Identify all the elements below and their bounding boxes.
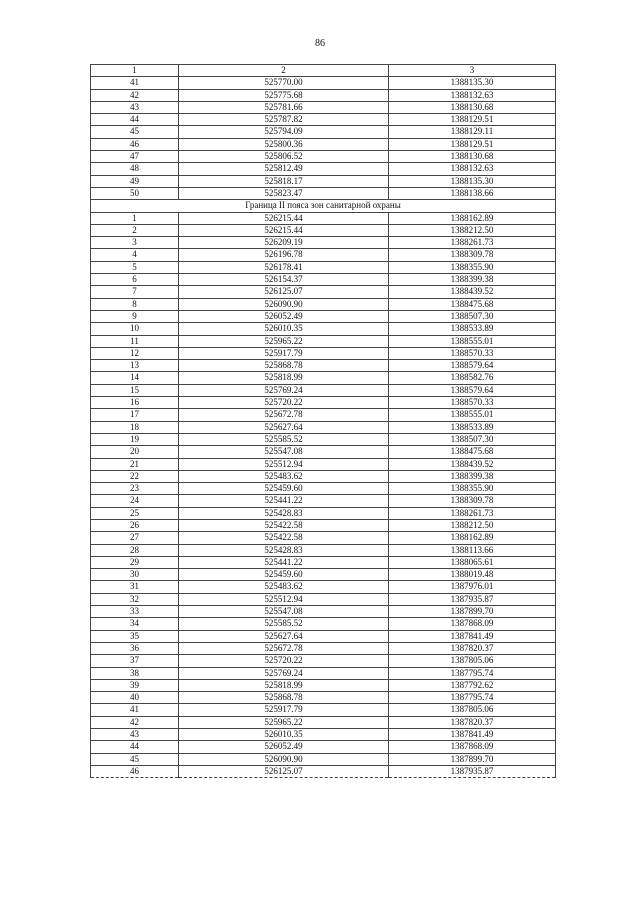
column-header-y: 3 (389, 65, 556, 77)
table-row (91, 237, 556, 249)
table-row (91, 114, 556, 126)
table-row (91, 765, 556, 777)
x-coordinate-cell: 525422.58 (179, 532, 389, 544)
table-row (91, 507, 556, 519)
point-number-cell: 5 (91, 261, 179, 273)
y-coordinate-cell: 1387899.70 (389, 606, 556, 618)
table-row (91, 138, 556, 150)
point-number-cell: 8 (91, 298, 179, 310)
x-coordinate-cell: 525585.52 (179, 433, 389, 445)
table-row (91, 151, 556, 163)
point-number-cell: 14 (91, 372, 179, 384)
y-coordinate-cell: 1387868.09 (389, 618, 556, 630)
table-row (91, 679, 556, 691)
x-coordinate-cell: 525441.22 (179, 495, 389, 507)
x-coordinate-cell: 525459.60 (179, 569, 389, 581)
point-number-cell: 7 (91, 286, 179, 298)
x-coordinate-cell: 526196.78 (179, 249, 389, 261)
x-coordinate-cell: 525512.94 (179, 458, 389, 470)
y-coordinate-cell: 1388212.50 (389, 519, 556, 531)
table-row (91, 544, 556, 556)
y-coordinate-cell: 1387795.74 (389, 692, 556, 704)
y-coordinate-cell: 1388579.64 (389, 384, 556, 396)
point-number-cell: 44 (91, 114, 179, 126)
y-coordinate-cell: 1388261.73 (389, 237, 556, 249)
x-coordinate-cell: 526154.37 (179, 274, 389, 286)
point-number-cell: 32 (91, 593, 179, 605)
y-coordinate-cell: 1387935.87 (389, 765, 556, 777)
x-coordinate-cell: 526052.49 (179, 741, 389, 753)
point-number-cell: 19 (91, 433, 179, 445)
point-number-cell: 31 (91, 581, 179, 593)
y-coordinate-cell: 1388582.76 (389, 372, 556, 384)
section-title-row (91, 200, 556, 212)
point-number-cell: 50 (91, 187, 179, 199)
y-coordinate-cell: 1388439.52 (389, 286, 556, 298)
table-row (91, 470, 556, 482)
x-coordinate-cell: 525441.22 (179, 556, 389, 568)
point-number-cell: 13 (91, 360, 179, 372)
table-row (91, 519, 556, 531)
x-coordinate-cell: 525770.00 (179, 77, 389, 89)
point-number-cell: 30 (91, 569, 179, 581)
x-coordinate-cell: 525512.94 (179, 593, 389, 605)
y-coordinate-cell: 1388138.66 (389, 187, 556, 199)
table-row (91, 163, 556, 175)
point-number-cell: 41 (91, 77, 179, 89)
point-number-cell: 43 (91, 101, 179, 113)
table-row (91, 224, 556, 236)
table-row (91, 310, 556, 322)
y-coordinate-cell: 1388129.51 (389, 138, 556, 150)
x-coordinate-cell: 525483.62 (179, 470, 389, 482)
point-number-cell: 26 (91, 519, 179, 531)
table-row (91, 618, 556, 630)
y-coordinate-cell: 1387841.49 (389, 630, 556, 642)
point-number-cell: 16 (91, 397, 179, 409)
table-row (91, 667, 556, 679)
point-number-cell: 47 (91, 151, 179, 163)
point-number-cell: 29 (91, 556, 179, 568)
table-row (91, 397, 556, 409)
table-row (91, 360, 556, 372)
x-coordinate-cell: 526052.49 (179, 310, 389, 322)
table-row (91, 716, 556, 728)
point-number-cell: 39 (91, 679, 179, 691)
y-coordinate-cell: 1388555.01 (389, 409, 556, 421)
point-number-cell: 42 (91, 89, 179, 101)
table-row (91, 433, 556, 445)
x-coordinate-cell: 525483.62 (179, 581, 389, 593)
table-row (91, 175, 556, 187)
point-number-cell: 46 (91, 138, 179, 150)
point-number-cell: 34 (91, 618, 179, 630)
point-number-cell: 36 (91, 642, 179, 654)
coordinates-table (90, 64, 556, 778)
table-row (91, 274, 556, 286)
y-coordinate-cell: 1388132.63 (389, 89, 556, 101)
table-row (91, 77, 556, 89)
x-coordinate-cell: 525422.58 (179, 519, 389, 531)
table-row (91, 421, 556, 433)
table-row (91, 495, 556, 507)
column-header-x: 2 (179, 65, 389, 77)
point-number-cell: 37 (91, 655, 179, 667)
x-coordinate-cell: 525428.83 (179, 507, 389, 519)
x-coordinate-cell: 525868.78 (179, 692, 389, 704)
y-coordinate-cell: 1388162.89 (389, 212, 556, 224)
y-coordinate-cell: 1388261.73 (389, 507, 556, 519)
x-coordinate-cell: 526125.07 (179, 765, 389, 777)
table-row (91, 446, 556, 458)
point-number-cell: 38 (91, 667, 179, 679)
point-number-cell: 4 (91, 249, 179, 261)
x-coordinate-cell: 525627.64 (179, 421, 389, 433)
x-coordinate-cell: 525917.79 (179, 704, 389, 716)
x-coordinate-cell: 526010.35 (179, 323, 389, 335)
x-coordinate-cell: 525794.09 (179, 126, 389, 138)
table-row (91, 249, 556, 261)
point-number-cell: 10 (91, 323, 179, 335)
point-number-cell: 2 (91, 224, 179, 236)
x-coordinate-cell: 525781.66 (179, 101, 389, 113)
table-row (91, 593, 556, 605)
table-header-row (91, 65, 556, 77)
point-number-cell: 3 (91, 237, 179, 249)
y-coordinate-cell: 1388555.01 (389, 335, 556, 347)
y-coordinate-cell: 1387805.06 (389, 704, 556, 716)
point-number-cell: 22 (91, 470, 179, 482)
point-number-cell: 48 (91, 163, 179, 175)
x-coordinate-cell: 525720.22 (179, 397, 389, 409)
point-number-cell: 27 (91, 532, 179, 544)
x-coordinate-cell: 525917.79 (179, 347, 389, 359)
y-coordinate-cell: 1387820.37 (389, 642, 556, 654)
y-coordinate-cell: 1387805.06 (389, 655, 556, 667)
table-row (91, 384, 556, 396)
x-coordinate-cell: 525769.24 (179, 667, 389, 679)
y-coordinate-cell: 1388212.50 (389, 224, 556, 236)
y-coordinate-cell: 1388439.52 (389, 458, 556, 470)
x-coordinate-cell: 525547.08 (179, 446, 389, 458)
y-coordinate-cell: 1388129.51 (389, 114, 556, 126)
point-number-cell: 24 (91, 495, 179, 507)
x-coordinate-cell: 526090.90 (179, 753, 389, 765)
x-coordinate-cell: 525672.78 (179, 409, 389, 421)
table-row (91, 347, 556, 359)
y-coordinate-cell: 1388399.38 (389, 274, 556, 286)
table-row (91, 655, 556, 667)
y-coordinate-cell: 1388475.68 (389, 298, 556, 310)
y-coordinate-cell: 1387841.49 (389, 729, 556, 741)
y-coordinate-cell: 1388579.64 (389, 360, 556, 372)
point-number-cell: 35 (91, 630, 179, 642)
x-coordinate-cell: 525672.78 (179, 642, 389, 654)
x-coordinate-cell: 526125.07 (179, 286, 389, 298)
table-row (91, 126, 556, 138)
point-number-cell: 33 (91, 606, 179, 618)
point-number-cell: 28 (91, 544, 179, 556)
y-coordinate-cell: 1387868.09 (389, 741, 556, 753)
x-coordinate-cell: 525823.47 (179, 187, 389, 199)
y-coordinate-cell: 1388135.30 (389, 175, 556, 187)
column-header-point: 1 (91, 65, 179, 77)
section-title: Граница II пояса зон санитарной охраны (91, 200, 556, 212)
y-coordinate-cell: 1388019.48 (389, 569, 556, 581)
y-coordinate-cell: 1388355.90 (389, 261, 556, 273)
point-number-cell: 9 (91, 310, 179, 322)
point-number-cell: 17 (91, 409, 179, 421)
table-row (91, 569, 556, 581)
y-coordinate-cell: 1388162.89 (389, 532, 556, 544)
table-row (91, 556, 556, 568)
y-coordinate-cell: 1387935.87 (389, 593, 556, 605)
y-coordinate-cell: 1388399.38 (389, 470, 556, 482)
y-coordinate-cell: 1388132.63 (389, 163, 556, 175)
point-number-cell: 20 (91, 446, 179, 458)
point-number-cell: 1 (91, 212, 179, 224)
y-coordinate-cell: 1387795.74 (389, 667, 556, 679)
table-row (91, 286, 556, 298)
page-number: 86 (315, 38, 325, 49)
table-row (91, 692, 556, 704)
y-coordinate-cell: 1387820.37 (389, 716, 556, 728)
point-number-cell: 45 (91, 126, 179, 138)
point-number-cell: 15 (91, 384, 179, 396)
table-row (91, 581, 556, 593)
x-coordinate-cell: 525459.60 (179, 483, 389, 495)
point-number-cell: 41 (91, 704, 179, 716)
table-row (91, 372, 556, 384)
point-number-cell: 44 (91, 741, 179, 753)
y-coordinate-cell: 1388570.33 (389, 347, 556, 359)
table-row (91, 753, 556, 765)
y-coordinate-cell: 1388130.68 (389, 101, 556, 113)
table-row (91, 630, 556, 642)
y-coordinate-cell: 1388570.33 (389, 397, 556, 409)
x-coordinate-cell: 525818.99 (179, 372, 389, 384)
y-coordinate-cell: 1387792.62 (389, 679, 556, 691)
table-row (91, 335, 556, 347)
x-coordinate-cell: 525812.49 (179, 163, 389, 175)
y-coordinate-cell: 1388130.68 (389, 151, 556, 163)
x-coordinate-cell: 525627.64 (179, 630, 389, 642)
x-coordinate-cell: 525868.78 (179, 360, 389, 372)
x-coordinate-cell: 525800.36 (179, 138, 389, 150)
y-coordinate-cell: 1388135.30 (389, 77, 556, 89)
y-coordinate-cell: 1388507.30 (389, 433, 556, 445)
table-row (91, 532, 556, 544)
y-coordinate-cell: 1388129.11 (389, 126, 556, 138)
point-number-cell: 42 (91, 716, 179, 728)
x-coordinate-cell: 526215.44 (179, 224, 389, 236)
table-row (91, 741, 556, 753)
table-row (91, 704, 556, 716)
y-coordinate-cell: 1387899.70 (389, 753, 556, 765)
x-coordinate-cell: 525547.08 (179, 606, 389, 618)
table-row (91, 212, 556, 224)
y-coordinate-cell: 1388309.78 (389, 249, 556, 261)
table-row (91, 606, 556, 618)
x-coordinate-cell: 526209.19 (179, 237, 389, 249)
point-number-cell: 12 (91, 347, 179, 359)
y-coordinate-cell: 1388355.90 (389, 483, 556, 495)
table-row (91, 89, 556, 101)
point-number-cell: 18 (91, 421, 179, 433)
x-coordinate-cell: 525818.99 (179, 679, 389, 691)
x-coordinate-cell: 525585.52 (179, 618, 389, 630)
x-coordinate-cell: 525769.24 (179, 384, 389, 396)
x-coordinate-cell: 525720.22 (179, 655, 389, 667)
table-body (91, 77, 556, 778)
x-coordinate-cell: 525806.52 (179, 151, 389, 163)
table-row (91, 409, 556, 421)
x-coordinate-cell: 525775.68 (179, 89, 389, 101)
y-coordinate-cell: 1388475.68 (389, 446, 556, 458)
table-row (91, 729, 556, 741)
table-row (91, 187, 556, 199)
point-number-cell: 49 (91, 175, 179, 187)
x-coordinate-cell: 526010.35 (179, 729, 389, 741)
x-coordinate-cell: 525787.82 (179, 114, 389, 126)
table-row (91, 261, 556, 273)
y-coordinate-cell: 1388309.78 (389, 495, 556, 507)
point-number-cell: 23 (91, 483, 179, 495)
x-coordinate-cell: 525818.17 (179, 175, 389, 187)
x-coordinate-cell: 525965.22 (179, 716, 389, 728)
x-coordinate-cell: 525965.22 (179, 335, 389, 347)
point-number-cell: 11 (91, 335, 179, 347)
point-number-cell: 46 (91, 765, 179, 777)
table-row (91, 101, 556, 113)
point-number-cell: 45 (91, 753, 179, 765)
table-row (91, 323, 556, 335)
table-row (91, 298, 556, 310)
point-number-cell: 43 (91, 729, 179, 741)
point-number-cell: 40 (91, 692, 179, 704)
y-coordinate-cell: 1388113.66 (389, 544, 556, 556)
x-coordinate-cell: 526090.90 (179, 298, 389, 310)
table-row (91, 642, 556, 654)
point-number-cell: 6 (91, 274, 179, 286)
point-number-cell: 25 (91, 507, 179, 519)
x-coordinate-cell: 525428.83 (179, 544, 389, 556)
y-coordinate-cell: 1388065.61 (389, 556, 556, 568)
y-coordinate-cell: 1388507.30 (389, 310, 556, 322)
y-coordinate-cell: 1387976.01 (389, 581, 556, 593)
table-row (91, 483, 556, 495)
x-coordinate-cell: 526178.41 (179, 261, 389, 273)
y-coordinate-cell: 1388533.89 (389, 421, 556, 433)
y-coordinate-cell: 1388533.89 (389, 323, 556, 335)
point-number-cell: 21 (91, 458, 179, 470)
x-coordinate-cell: 526215.44 (179, 212, 389, 224)
table-row (91, 458, 556, 470)
